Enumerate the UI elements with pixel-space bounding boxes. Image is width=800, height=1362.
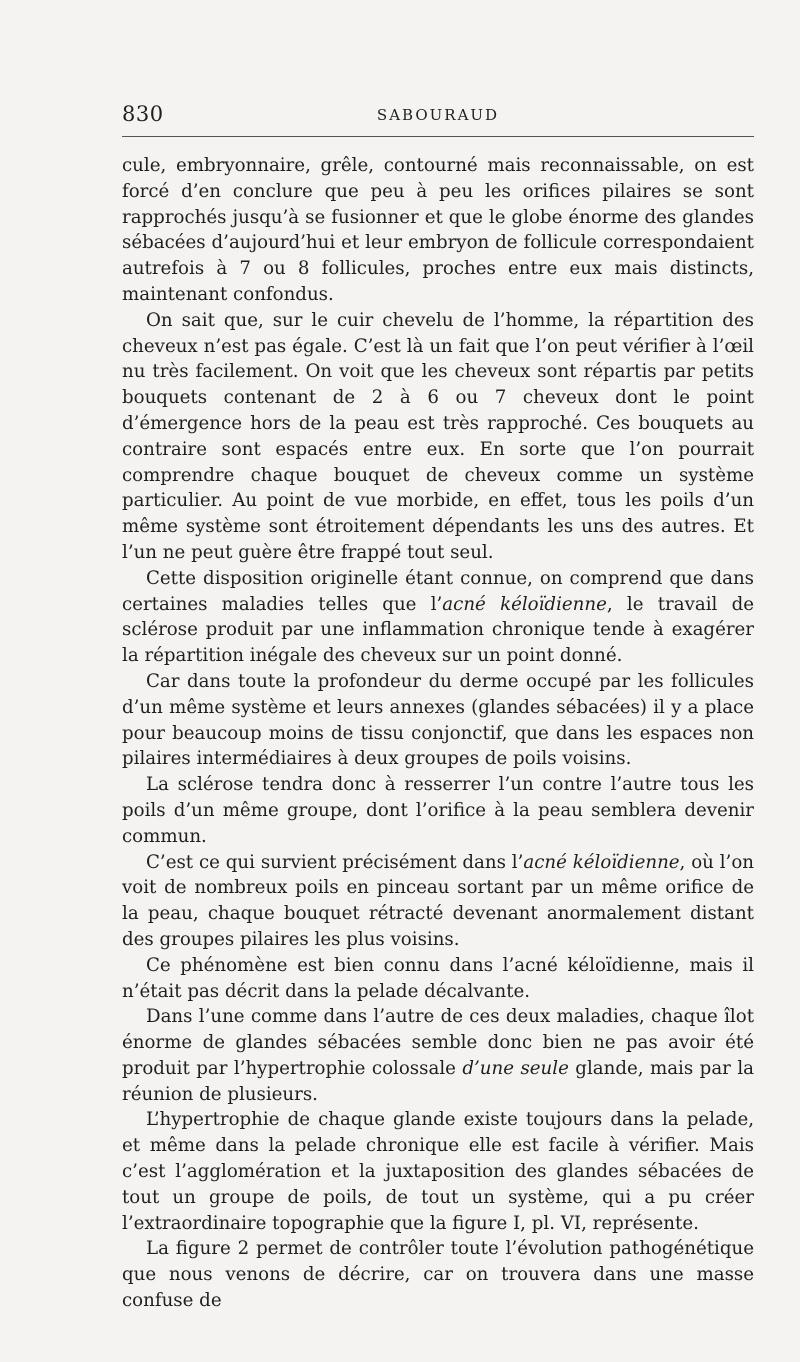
paragraph [122, 1004, 754, 1107]
paragraph [122, 566, 754, 669]
paragraph [122, 1236, 754, 1313]
italic-term: acné kéloïdienne [523, 851, 680, 873]
text-segment: , où l’on voit de nombreux poils en pinceau sortant par un même orifice de la peau, chaque bouquet rétracté devenant anormalement distant des groupes pilaires les plus voisins. [122, 851, 754, 950]
text-segment: La figure 2 permet de contrôler toute l’évolution pathogénétique que nous venons de décrire, car on trouvera dans une masse confuse de [122, 1238, 754, 1312]
italic-term: d’une seule [462, 1057, 569, 1079]
text-segment: , le travail de sclérose produit par une inflammation chronique tende à exagérer la répartition inégale des cheveux sur un point donné. [122, 593, 754, 667]
running-head: SABOURAUD [376, 106, 500, 124]
text-segment: Ce phénomène est bien connu dans l’acné kéloïdienne, mais il n’était pas décrit dans la pelade décalvante. [122, 954, 754, 1002]
text-segment: Car dans toute la profondeur du derme occupé par les follicules d’un même système et leurs annexes (glandes sébacées) il y a place pour beaucoup moins de tissu conjonctif, que dans les espaces non pilaires intermédiaires à deux groupes de poils voisins. [122, 670, 754, 770]
paragraph [122, 953, 754, 1005]
text-segment: cule, embryonnaire, grêle, contourné mais reconnaissable, on est forcé d’en conclure que peu à peu les orifices pilaires se sont rapprochés jusqu’à se fusionner et que le globe énorme des glandes sébacées d’aujourd’hui et leur embryon de follicule correspondaient autrefois à 7 ou 8 follicules, proches entre eux mais distincts, maintenant confondus. [122, 155, 754, 305]
paragraph [122, 669, 754, 772]
paragraph [122, 850, 754, 953]
text-segment: La sclérose tendra donc à resserrer l’un contre l’autre tous les poils d’un même groupe, dont l’orifice à la peau semblera devenir commun. [122, 774, 754, 847]
paragraph [122, 772, 754, 849]
text-segment: C’est ce qui survient précisément dans l’ [146, 851, 524, 873]
header-rule [122, 136, 754, 137]
body-text [122, 153, 754, 1314]
text-segment: On sait que, sur le cuir chevelu de l’homme, la répartition des cheveux n’est pas égale. C’est là un fait que l’on peut vérifier à l’œil nu très facilement. On voit que les cheveux sont répartis par petits bouquets contenant de 2 à 6 ou 7 cheveux dont le point d’émergence hors de la peau est très rapproché. Ces bouquets au contraire sont espacés entre eux. En sorte que l’on pourrait comprendre chaque bouquet de cheveux comme un système particulier. Au point de vue morbide, en effet, tous les poils d’un même système sont étroitement dépendants les uns des autres. Et l’un ne peut guère être frappé tout seul. [122, 309, 754, 563]
paragraph [122, 1107, 754, 1236]
paragraph [122, 308, 754, 566]
text-segment: L’hypertrophie de chaque glande existe toujours dans la pelade, et même dans la pelade chronique elle est facile à vérifier. Mais c’est l’agglomération et la juxtaposition des glandes sébacées de tout un groupe de poils, de tout un système, qui a pu créer l’extraordinaire topographie que la figure I, pl. VI, représente. [122, 1109, 754, 1234]
page-header [122, 100, 754, 130]
italic-term: acné kéloïdienne [442, 593, 607, 615]
page-number: 830 [122, 102, 164, 126]
text-segment: Cette disposition originelle étant connue, on comprend que dans certaines maladies telles que l’ [122, 567, 754, 615]
paragraph [122, 153, 754, 308]
text-segment: glande, mais par la réunion de plusieurs. [122, 1057, 754, 1105]
text-segment: Dans l’une comme dans l’autre de ces deux maladies, chaque îlot énorme de glandes sébacées semble donc bien ne pas avoir été produit par l’hypertrophie colossale [122, 1006, 754, 1079]
